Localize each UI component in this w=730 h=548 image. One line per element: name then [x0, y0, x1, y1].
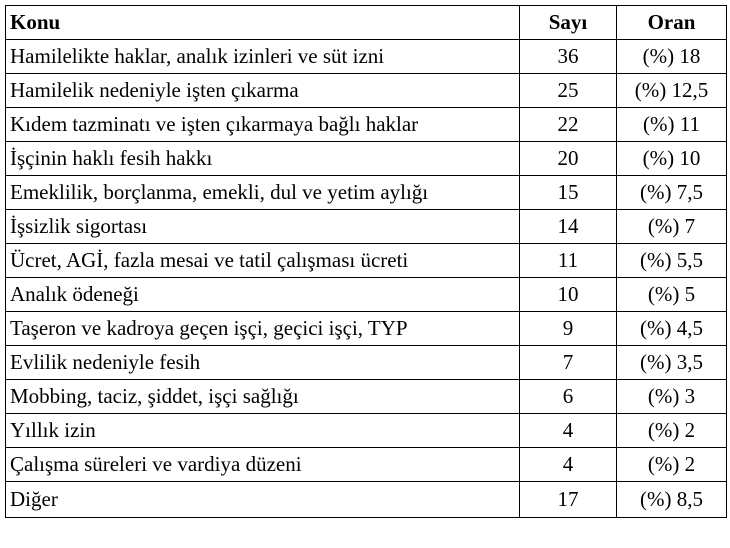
header-topic: Konu — [6, 6, 520, 40]
table-row — [6, 448, 727, 482]
topic-cell: Mobbing, taciz, şiddet, işçi sağlığı — [6, 380, 520, 414]
table-row — [6, 380, 727, 414]
topic-cell: Evlilik nedeniyle fesih — [6, 346, 520, 380]
count-cell: 6 — [520, 380, 617, 414]
count-cell: 14 — [520, 210, 617, 244]
count-cell: 17 — [520, 482, 617, 518]
ratio-cell: (%) 3,5 — [617, 346, 727, 380]
table-row — [6, 210, 727, 244]
topic-cell: Ücret, AGİ, fazla mesai ve tatil çalışması ücreti — [6, 244, 520, 278]
topic-cell: Emeklilik, borçlanma, emekli, dul ve yetim aylığı — [6, 176, 520, 210]
ratio-cell: (%) 3 — [617, 380, 727, 414]
header-ratio: Oran — [617, 6, 727, 40]
table-row — [6, 108, 727, 142]
topic-cell: İşçinin haklı fesih hakkı — [6, 142, 520, 176]
count-cell: 22 — [520, 108, 617, 142]
table-row — [6, 142, 727, 176]
table-row — [6, 346, 727, 380]
count-cell: 11 — [520, 244, 617, 278]
table-row — [6, 278, 727, 312]
ratio-cell: (%) 2 — [617, 414, 727, 448]
ratio-cell: (%) 8,5 — [617, 482, 727, 518]
ratio-cell: (%) 5,5 — [617, 244, 727, 278]
count-cell: 20 — [520, 142, 617, 176]
topic-cell: Hamilelikte haklar, analık izinleri ve süt izni — [6, 40, 520, 74]
topic-cell: Analık ödeneği — [6, 278, 520, 312]
ratio-cell: (%) 10 — [617, 142, 727, 176]
table-row — [6, 176, 727, 210]
count-cell: 4 — [520, 448, 617, 482]
ratio-cell: (%) 5 — [617, 278, 727, 312]
count-cell: 9 — [520, 312, 617, 346]
header-count: Sayı — [520, 6, 617, 40]
ratio-cell: (%) 12,5 — [617, 74, 727, 108]
topic-cell: Yıllık izin — [6, 414, 520, 448]
ratio-cell: (%) 7 — [617, 210, 727, 244]
topics-table — [5, 5, 727, 518]
topic-cell: İşsizlik sigortası — [6, 210, 520, 244]
ratio-cell: (%) 2 — [617, 448, 727, 482]
ratio-cell: (%) 18 — [617, 40, 727, 74]
table-row — [6, 414, 727, 448]
table-row — [6, 312, 727, 346]
count-cell: 7 — [520, 346, 617, 380]
table-row — [6, 482, 727, 518]
ratio-cell: (%) 4,5 — [617, 312, 727, 346]
ratio-cell: (%) 7,5 — [617, 176, 727, 210]
table-row — [6, 244, 727, 278]
topic-cell: Taşeron ve kadroya geçen işçi, geçici işçi, TYP — [6, 312, 520, 346]
count-cell: 10 — [520, 278, 617, 312]
ratio-cell: (%) 11 — [617, 108, 727, 142]
table-row — [6, 74, 727, 108]
count-cell: 36 — [520, 40, 617, 74]
header-row — [6, 6, 727, 40]
topic-cell: Kıdem tazminatı ve işten çıkarmaya bağlı haklar — [6, 108, 520, 142]
count-cell: 25 — [520, 74, 617, 108]
count-cell: 4 — [520, 414, 617, 448]
topic-cell: Hamilelik nedeniyle işten çıkarma — [6, 74, 520, 108]
count-cell: 15 — [520, 176, 617, 210]
topic-cell: Diğer — [6, 482, 520, 518]
table-row — [6, 40, 727, 74]
topic-cell: Çalışma süreleri ve vardiya düzeni — [6, 448, 520, 482]
